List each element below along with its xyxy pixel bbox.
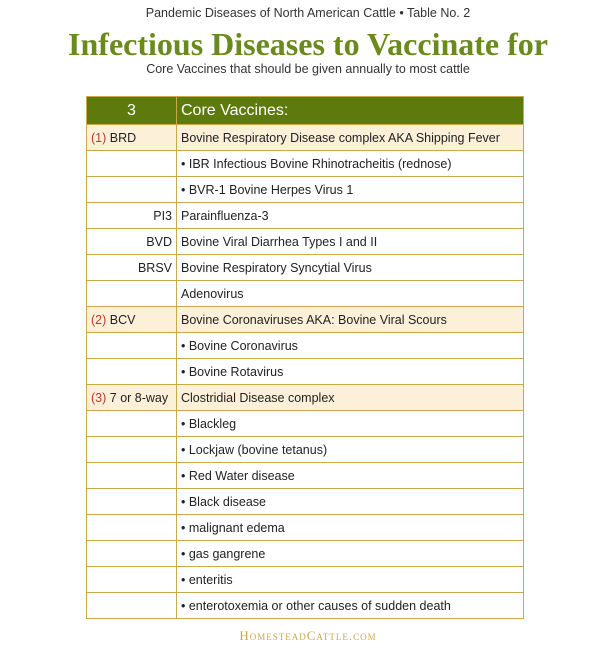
row-code-cell <box>87 203 177 229</box>
row-description: • Red Water disease <box>177 463 524 489</box>
row-code-cell <box>87 463 177 489</box>
table-row <box>87 567 524 593</box>
row-code-cell <box>87 281 177 307</box>
header-core-vaccines: Core Vaccines: <box>177 97 524 125</box>
header-number: 3 <box>87 97 177 125</box>
row-description: • Blackleg <box>177 411 524 437</box>
row-number: (2) <box>91 312 107 327</box>
table-row <box>87 489 524 515</box>
row-code-cell <box>87 255 177 281</box>
row-number: (1) <box>91 130 107 145</box>
table-row <box>87 515 524 541</box>
page-subtitle: Core Vaccines that should be given annually to most cattle <box>146 62 470 76</box>
row-description: Clostridial Disease complex <box>177 385 524 411</box>
row-description: • enterotoxemia or other causes of sudden death <box>177 593 524 619</box>
table-row <box>87 125 524 151</box>
row-code-cell <box>87 437 177 463</box>
table-row <box>87 307 524 333</box>
row-code-cell <box>87 489 177 515</box>
row-description: Adenovirus <box>177 281 524 307</box>
table-row <box>87 151 524 177</box>
row-code: BCV <box>109 312 136 327</box>
row-description: • gas gangrene <box>177 541 524 567</box>
row-code-cell <box>87 593 177 619</box>
row-code: 7 or 8-way <box>109 390 169 405</box>
row-description: Bovine Respiratory Disease complex AKA Shipping Fever <box>177 125 524 151</box>
table-supertitle: Pandemic Diseases of North American Cattle • Table No. 2 <box>145 6 471 20</box>
row-code-cell <box>87 515 177 541</box>
table-row <box>87 281 524 307</box>
vaccine-table <box>86 96 524 619</box>
row-description: Bovine Viral Diarrhea Types I and II <box>177 229 524 255</box>
table-row <box>87 255 524 281</box>
table-row <box>87 411 524 437</box>
row-code-cell <box>87 177 177 203</box>
row-code-cell <box>87 567 177 593</box>
row-code: BRD <box>109 130 137 145</box>
row-code-cell <box>87 125 177 151</box>
table-row <box>87 359 524 385</box>
row-code-cell <box>87 411 177 437</box>
table-row <box>87 385 524 411</box>
row-description: • Black disease <box>177 489 524 515</box>
row-description: • Bovine Rotavirus <box>177 359 524 385</box>
page-title: Infectious Diseases to Vaccinate for <box>68 26 548 62</box>
table-row <box>87 333 524 359</box>
row-number: (3) <box>91 390 107 405</box>
row-code-cell <box>87 385 177 411</box>
row-code: BRSV <box>137 260 172 275</box>
table-row <box>87 463 524 489</box>
table-header-row <box>87 97 524 125</box>
row-code-cell <box>87 541 177 567</box>
row-description: Bovine Coronaviruses AKA: Bovine Viral Scours <box>177 307 524 333</box>
table-row <box>87 437 524 463</box>
row-description: Bovine Respiratory Syncytial Virus <box>177 255 524 281</box>
row-code-cell <box>87 359 177 385</box>
row-code: BVD <box>146 234 172 249</box>
row-code-cell <box>87 333 177 359</box>
table-row <box>87 177 524 203</box>
row-code-cell <box>87 307 177 333</box>
row-code: PI3 <box>153 208 172 223</box>
row-description: • malignant edema <box>177 515 524 541</box>
row-code-cell <box>87 151 177 177</box>
table-body <box>87 125 524 619</box>
row-description: • IBR Infectious Bovine Rhinotracheitis (rednose) <box>177 151 524 177</box>
table-row <box>87 593 524 619</box>
table-row <box>87 541 524 567</box>
table-row <box>87 229 524 255</box>
row-description: • enteritis <box>177 567 524 593</box>
row-description: Parainfluenza-3 <box>177 203 524 229</box>
table-row <box>87 203 524 229</box>
row-code-cell <box>87 229 177 255</box>
row-description: • BVR-1 Bovine Herpes Virus 1 <box>177 177 524 203</box>
row-description: • Lockjaw (bovine tetanus) <box>177 437 524 463</box>
row-description: • Bovine Coronavirus <box>177 333 524 359</box>
site-footer: HomesteadCattle.com <box>239 628 377 643</box>
